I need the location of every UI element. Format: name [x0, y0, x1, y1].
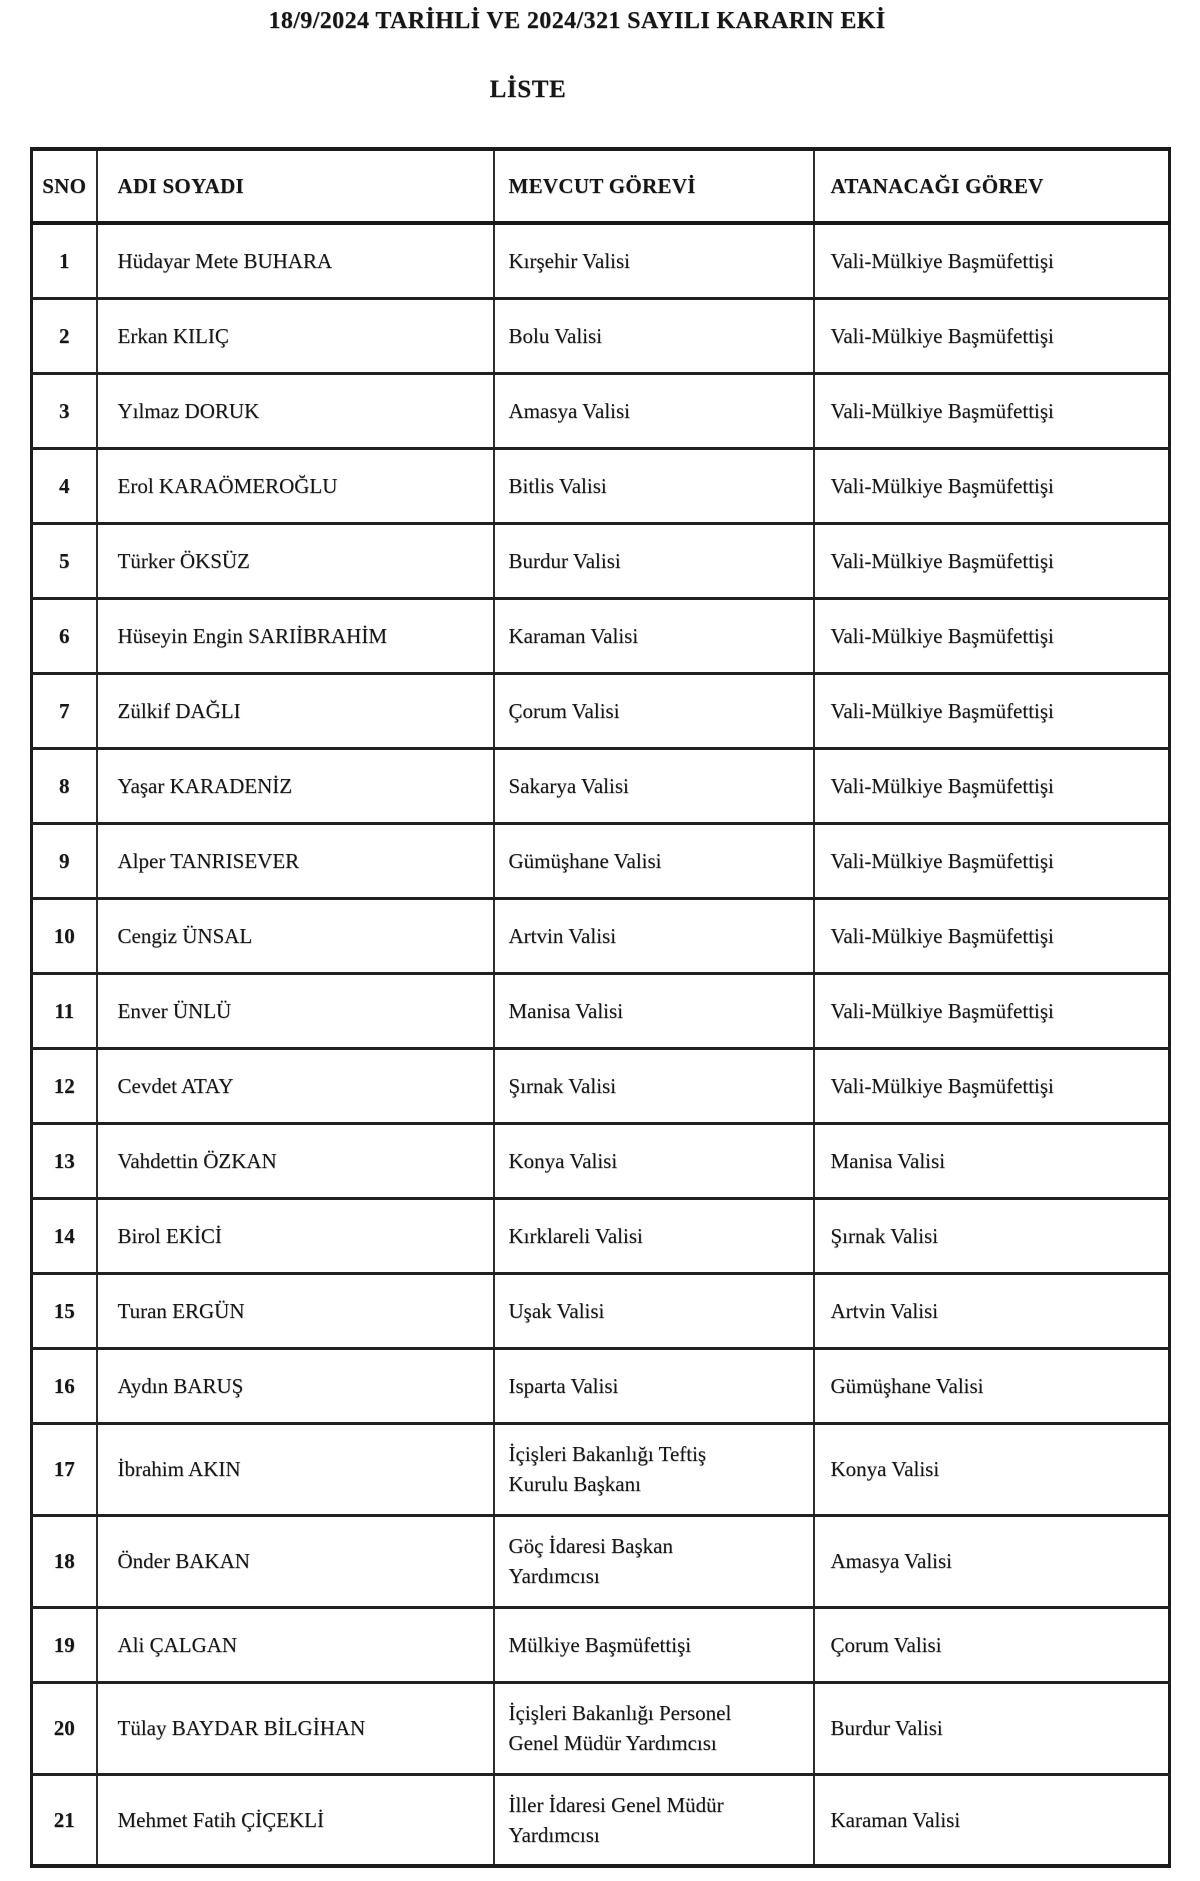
name-cell: Enver ÜNLÜ	[97, 973, 494, 1048]
current-duty-cell: Artvin Valisi	[494, 898, 814, 973]
table-row	[32, 223, 1170, 298]
table-row	[32, 1515, 1170, 1607]
table-row	[32, 1348, 1170, 1423]
current-duty-cell: Sakarya Valisi	[494, 748, 814, 823]
current-duty-cell: Burdur Valisi	[494, 523, 814, 598]
current-duty-cell: İller İdaresi Genel Müdür Yardımcısı	[494, 1774, 814, 1866]
table-row	[32, 373, 1170, 448]
name-cell: Birol EKİCİ	[97, 1198, 494, 1273]
current-duty-cell: Konya Valisi	[494, 1123, 814, 1198]
row-number-cell: 11	[54, 998, 75, 1023]
table-row	[32, 1048, 1170, 1123]
assigned-duty-cell: Vali-Mülkiye Başmüfettişi	[814, 448, 1170, 523]
name-cell: Zülkif DAĞLI	[97, 673, 494, 748]
row-number-cell: 13	[53, 1148, 75, 1173]
assigned-duty-cell: Vali-Mülkiye Başmüfettişi	[814, 898, 1170, 973]
name-cell: Cevdet ATAY	[97, 1048, 494, 1123]
name-cell: İbrahim AKIN	[97, 1423, 494, 1515]
name-cell: Yaşar KARADENİZ	[97, 748, 494, 823]
table-row	[32, 823, 1170, 898]
row-number-cell: 6	[59, 623, 70, 648]
name-cell: Erol KARAÖMEROĞLU	[97, 448, 494, 523]
assigned-duty-cell: Vali-Mülkiye Başmüfettişi	[814, 823, 1170, 898]
column-header-assigned-duty: ATANACAĞI GÖREV	[814, 149, 1170, 223]
table-row	[32, 298, 1170, 373]
current-duty-cell: Gümüşhane Valisi	[494, 823, 814, 898]
row-number-cell: 21	[53, 1807, 75, 1832]
current-duty-cell: Göç İdaresi Başkan Yardımcısı	[494, 1515, 814, 1607]
table-row	[32, 673, 1170, 748]
table-row	[32, 1607, 1170, 1682]
row-number-cell: 3	[59, 398, 70, 423]
row-number-cell: 7	[59, 698, 70, 723]
column-header-current-duty: MEVCUT GÖREVİ	[494, 149, 814, 223]
current-duty-cell: İçişleri Bakanlığı Personel Genel Müdür Yardımcısı	[494, 1682, 814, 1774]
assigned-duty-cell: Gümüşhane Valisi	[814, 1348, 1170, 1423]
assigned-duty-cell: Amasya Valisi	[814, 1515, 1170, 1607]
name-cell: Ali ÇALGAN	[97, 1607, 494, 1682]
current-duty-cell: İçişleri Bakanlığı Teftiş Kurulu Başkanı	[494, 1423, 814, 1515]
assigned-duty-cell: Vali-Mülkiye Başmüfettişi	[814, 748, 1170, 823]
row-number-cell: 19	[53, 1632, 75, 1657]
assigned-duty-cell: Şırnak Valisi	[814, 1198, 1170, 1273]
name-cell: Cengiz ÜNSAL	[97, 898, 494, 973]
current-duty-cell: Uşak Valisi	[494, 1273, 814, 1348]
row-number-cell: 14	[53, 1223, 75, 1248]
assigned-duty-cell: Burdur Valisi	[814, 1682, 1170, 1774]
table-row	[32, 1273, 1170, 1348]
table-row	[32, 898, 1170, 973]
table-row	[32, 1423, 1170, 1515]
assigned-duty-cell: Karaman Valisi	[814, 1774, 1170, 1866]
document-subtitle: LİSTE	[489, 76, 567, 103]
current-duty-cell: Manisa Valisi	[494, 973, 814, 1048]
current-duty-cell: Amasya Valisi	[494, 373, 814, 448]
name-cell: Turan ERGÜN	[97, 1273, 494, 1348]
current-duty-cell: Şırnak Valisi	[494, 1048, 814, 1123]
assigned-duty-cell: Vali-Mülkiye Başmüfettişi	[814, 373, 1170, 448]
name-cell: Mehmet Fatih ÇİÇEKLİ	[97, 1774, 494, 1866]
assigned-duty-cell: Vali-Mülkiye Başmüfettişi	[814, 298, 1170, 373]
current-duty-cell: Isparta Valisi	[494, 1348, 814, 1423]
assigned-duty-cell: Vali-Mülkiye Başmüfettişi	[814, 523, 1170, 598]
table-header-row	[32, 149, 1170, 223]
name-cell: Hüseyin Engin SARIİBRAHİM	[97, 598, 494, 673]
column-header-name: ADI SOYADI	[97, 149, 494, 223]
appointments-table	[30, 147, 1171, 1868]
current-duty-cell: Karaman Valisi	[494, 598, 814, 673]
assigned-duty-cell: Vali-Mülkiye Başmüfettişi	[814, 1048, 1170, 1123]
table-row	[32, 1198, 1170, 1273]
row-number-cell: 4	[59, 473, 70, 498]
name-cell: Aydın BARUŞ	[97, 1348, 494, 1423]
assigned-duty-cell: Vali-Mülkiye Başmüfettişi	[814, 223, 1170, 298]
table-row	[32, 1682, 1170, 1774]
row-number-cell: 17	[53, 1457, 75, 1481]
row-number-cell: 18	[53, 1549, 75, 1573]
current-duty-cell: Çorum Valisi	[494, 673, 814, 748]
column-header-sno: SNO	[42, 174, 87, 198]
current-duty-cell: Mülkiye Başmüfettişi	[494, 1607, 814, 1682]
table-header	[32, 149, 1170, 223]
row-number-cell: 12	[53, 1073, 75, 1098]
table-row	[32, 1123, 1170, 1198]
name-cell: Erkan KILIÇ	[97, 298, 494, 373]
row-number-cell: 20	[53, 1716, 75, 1740]
row-number-cell: 8	[59, 773, 70, 798]
name-cell: Türker ÖKSÜZ	[97, 523, 494, 598]
row-number-cell: 9	[59, 848, 70, 873]
row-number-cell: 1	[59, 248, 70, 273]
assigned-duty-cell: Konya Valisi	[814, 1423, 1170, 1515]
current-duty-cell: Bolu Valisi	[494, 298, 814, 373]
current-duty-cell: Kırklareli Valisi	[494, 1198, 814, 1273]
row-number-cell: 2	[59, 323, 70, 348]
assigned-duty-cell: Vali-Mülkiye Başmüfettişi	[814, 598, 1170, 673]
table-row	[32, 1774, 1170, 1866]
name-cell: Alper TANRISEVER	[97, 823, 494, 898]
table-row	[32, 748, 1170, 823]
name-cell: Vahdettin ÖZKAN	[97, 1123, 494, 1198]
assigned-duty-cell: Vali-Mülkiye Başmüfettişi	[814, 673, 1170, 748]
table-row	[32, 973, 1170, 1048]
name-cell: Tülay BAYDAR BİLGİHAN	[97, 1682, 494, 1774]
table-body	[32, 223, 1170, 1866]
document-title: 18/9/2024 TARİHLİ VE 2024/321 SAYILI KARARIN EKİ	[268, 8, 886, 34]
table-row	[32, 523, 1170, 598]
row-number-cell: 10	[53, 923, 75, 948]
row-number-cell: 5	[59, 548, 70, 573]
name-cell: Önder BAKAN	[97, 1515, 494, 1607]
current-duty-cell: Bitlis Valisi	[494, 448, 814, 523]
row-number-cell: 16	[53, 1373, 75, 1398]
assigned-duty-cell: Manisa Valisi	[814, 1123, 1170, 1198]
table-row	[32, 598, 1170, 673]
name-cell: Hüdayar Mete BUHARA	[97, 223, 494, 298]
table-row	[32, 448, 1170, 523]
assigned-duty-cell: Vali-Mülkiye Başmüfettişi	[814, 973, 1170, 1048]
assigned-duty-cell: Çorum Valisi	[814, 1607, 1170, 1682]
name-cell: Yılmaz DORUK	[97, 373, 494, 448]
current-duty-cell: Kırşehir Valisi	[494, 223, 814, 298]
assigned-duty-cell: Artvin Valisi	[814, 1273, 1170, 1348]
row-number-cell: 15	[53, 1298, 75, 1323]
